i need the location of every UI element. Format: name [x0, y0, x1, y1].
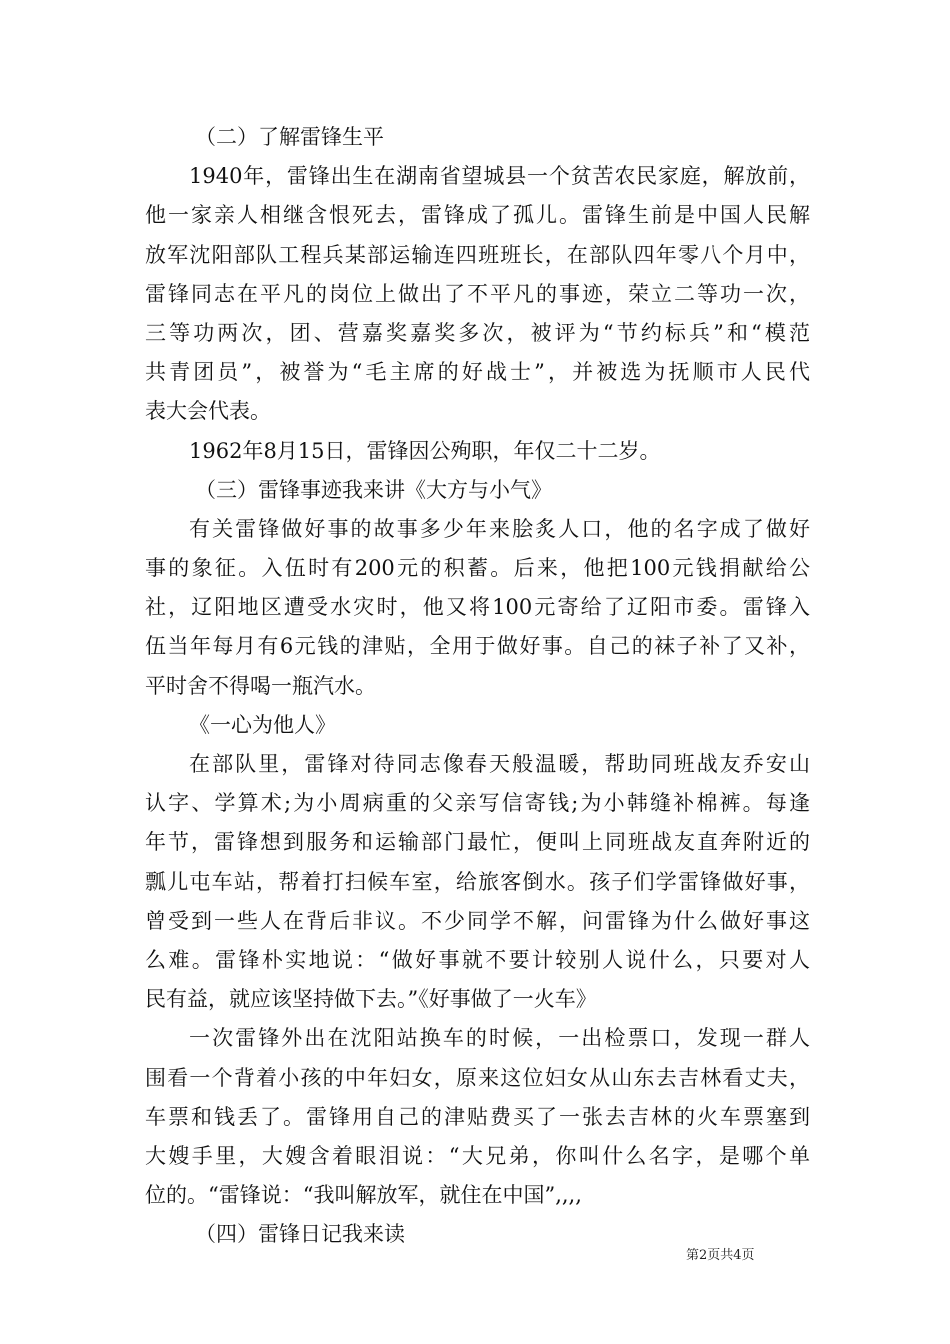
paragraph-line: 民有益，就应该坚持做下去。”《好事做了一火车》	[145, 987, 597, 1012]
paragraph-line: 共青团员”，被誉为“毛主席的好战士”，并被选为抚顺市人民代	[145, 360, 810, 385]
story-title: 《一心为他人》	[189, 712, 336, 737]
paragraph-line: 放军沈阳部队工程兵某部运输连四班班长，在部队四年零八个月中，	[145, 242, 810, 267]
paragraph-line: 平时舍不得喝一瓶汽水。	[145, 673, 376, 698]
paragraph-biography	[145, 157, 810, 431]
paragraph-line: 三等功两次，团、营嘉奖嘉奖多次，被评为“节约标兵”和“模范	[145, 320, 810, 345]
paragraph-line: 认字、学算术;为小周病重的父亲写信寄钱;为小韩缝补棉裤。每逢	[145, 791, 810, 816]
paragraph-story-others	[145, 745, 810, 1019]
paragraph-line: 有关雷锋做好事的故事多少年来脍炙人口，他的名字成了做好	[189, 516, 810, 541]
paragraph-line: 事的象征。入伍时有200元的积蓄。后来，他把100元钱捐献给公	[145, 556, 810, 581]
paragraph-line: 大嫂手里，大嫂含着眼泪说：“大兄弟，你叫什么名字，是哪个单	[145, 1143, 810, 1168]
section-heading-4: （四）雷锋日记我来读	[195, 1222, 405, 1247]
section-heading-2: （二）了解雷锋生平	[195, 125, 384, 149]
paragraph-line: 表大会代表。	[145, 399, 271, 424]
paragraph-story-generous	[145, 510, 810, 706]
paragraph-line: 车票和钱丢了。雷锋用自己的津贴费买了一张去吉林的火车票塞到	[145, 1104, 810, 1129]
paragraph-line: 位的。“雷锋说：“我叫解放军，就住在中国”,,,,	[145, 1183, 582, 1208]
paragraph-line: 一次雷锋外出在沈阳站换车的时候，一出检票口，发现一群人	[189, 1026, 810, 1051]
paragraph-line: 在部队里，雷锋对待同志像春天般温暖，帮助同班战友乔安山	[189, 752, 810, 776]
paragraph-line: 曾受到一些人在背后非议。不少同学不解，问雷锋为什么做好事这	[145, 908, 810, 933]
page-number-footer: 第2页共4页	[686, 1248, 755, 1263]
paragraph-death-date: 1962年8月15日，雷锋因公殉职，年仅二十二岁。	[189, 438, 661, 463]
paragraph-line: 雷锋同志在平凡的岗位上做出了不平凡的事迹，荣立二等功一次，	[145, 281, 810, 306]
paragraph-line: 社，辽阳地区遭受水灾时，他又将100元寄给了辽阳市委。雷锋入	[145, 595, 810, 620]
paragraph-line: 围看一个背着小孩的中年妇女，原来这位妇女从山东去吉林看丈夫，	[145, 1065, 810, 1090]
section-heading-3: （三）雷锋事迹我来讲《大方与小气》	[195, 477, 552, 502]
paragraph-line: 他一家亲人相继含恨死去，雷锋成了孤儿。雷锋生前是中国人民解	[145, 203, 810, 228]
paragraph-line: 年节，雷锋想到服务和运输部门最忙，便叫上同班战友直奔附近的	[145, 830, 810, 855]
paragraph-line: 伍当年每月有6元钱的津贴，全用于做好事。自己的袜子补了又补，	[145, 634, 810, 659]
paragraph-line: 么难。雷锋朴实地说：“做好事就不要计较别人说什么，只要对人	[145, 947, 810, 972]
paragraph-line: 1940年，雷锋出生在湖南省望城县一个贫苦农民家庭，解放前，	[189, 164, 810, 189]
paragraph-line: 瓢儿屯车站，帮着打扫候车室，给旅客倒水。孩子们学雷锋做好事，	[145, 869, 810, 894]
page-body	[145, 118, 810, 1254]
paragraph-story-train	[145, 1019, 810, 1215]
